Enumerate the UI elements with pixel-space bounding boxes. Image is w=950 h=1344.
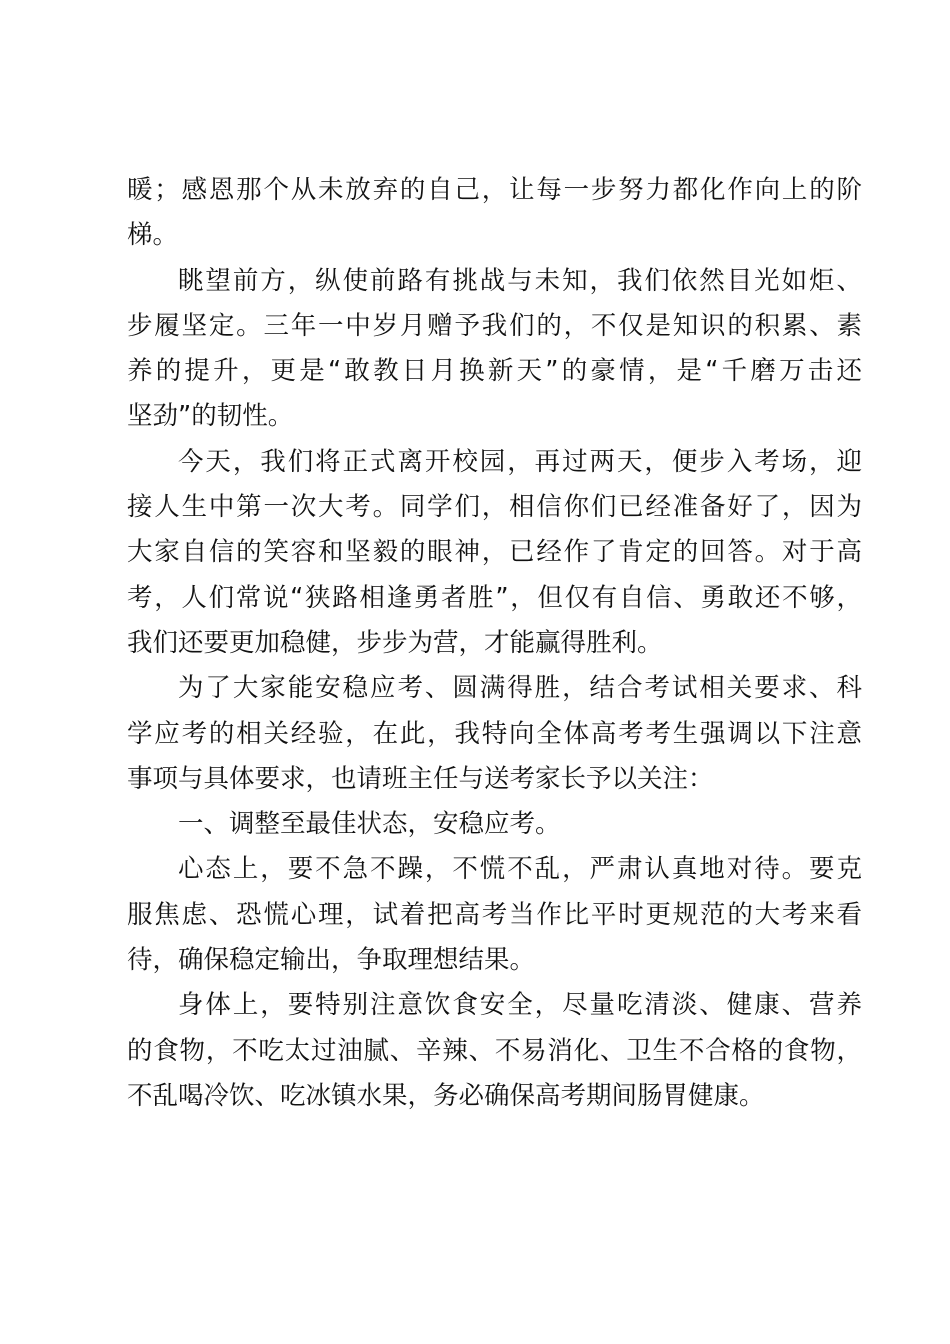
- text-line: 接人生中第一次大考。同学们，相信你们已经准备好了，因为: [127, 492, 862, 523]
- text-line: 大家自信的笑容和坚毅的眼神，已经作了肯定的回答。对于高: [127, 537, 862, 568]
- text-line: 梯。: [127, 220, 179, 251]
- paragraph-start-line: 眺望前方，纵使前路有挑战与未知，我们依然目光如炬、: [178, 265, 862, 296]
- text-line: 的食物，不吃太过油腻、辛辣、不易消化、卫生不合格的食物，: [127, 1035, 862, 1066]
- paragraph-start-line: 身体上，要特别注意饮食安全，尽量吃清淡、健康、营养: [178, 990, 862, 1021]
- text-line: 我们还要更加稳健，步步为营，才能赢得胜利。: [127, 627, 663, 658]
- document-body: [127, 168, 862, 1119]
- text-line: 事项与具体要求，也请班主任与送考家长予以关注：: [127, 763, 714, 794]
- paragraph-start-line: 为了大家能安稳应考、圆满得胜，结合考试相关要求、科: [178, 673, 862, 704]
- text-line: 服焦虑、恐慌心理，试着把高考当作比平时更规范的大考来看: [127, 899, 862, 930]
- paragraph-start-line: 今天，我们将正式离开校园，再过两天，便步入考场，迎: [178, 446, 862, 477]
- text-line: 养的提升，更是“敢教日月换新天”的豪情，是“千磨万击还: [127, 356, 862, 387]
- text-line: 考，人们常说“狭路相逢勇者胜”，但仅有自信、勇敢还不够，: [127, 582, 862, 613]
- paragraph-start-line: 心态上，要不急不躁，不慌不乱，严肃认真地对待。要克: [178, 854, 862, 885]
- text-line: 不乱喝冷饮、吃冰镇水果，务必确保高考期间肠胃健康。: [127, 1080, 765, 1111]
- section-heading: 一、调整至最佳状态，安稳应考。: [178, 809, 561, 840]
- text-line: 暖；感恩那个从未放弃的自己，让每一步努力都化作向上的阶: [127, 175, 862, 205]
- text-line: 坚劲”的韧性。: [127, 401, 294, 432]
- text-line: 待，确保稳定输出，争取理想结果。: [127, 945, 536, 976]
- text-line: 步履坚定。三年一中岁月赠予我们的，不仅是知识的积累、素: [127, 310, 862, 341]
- text-line: 学应考的相关经验，在此，我特向全体高考考生强调以下注意: [127, 718, 862, 749]
